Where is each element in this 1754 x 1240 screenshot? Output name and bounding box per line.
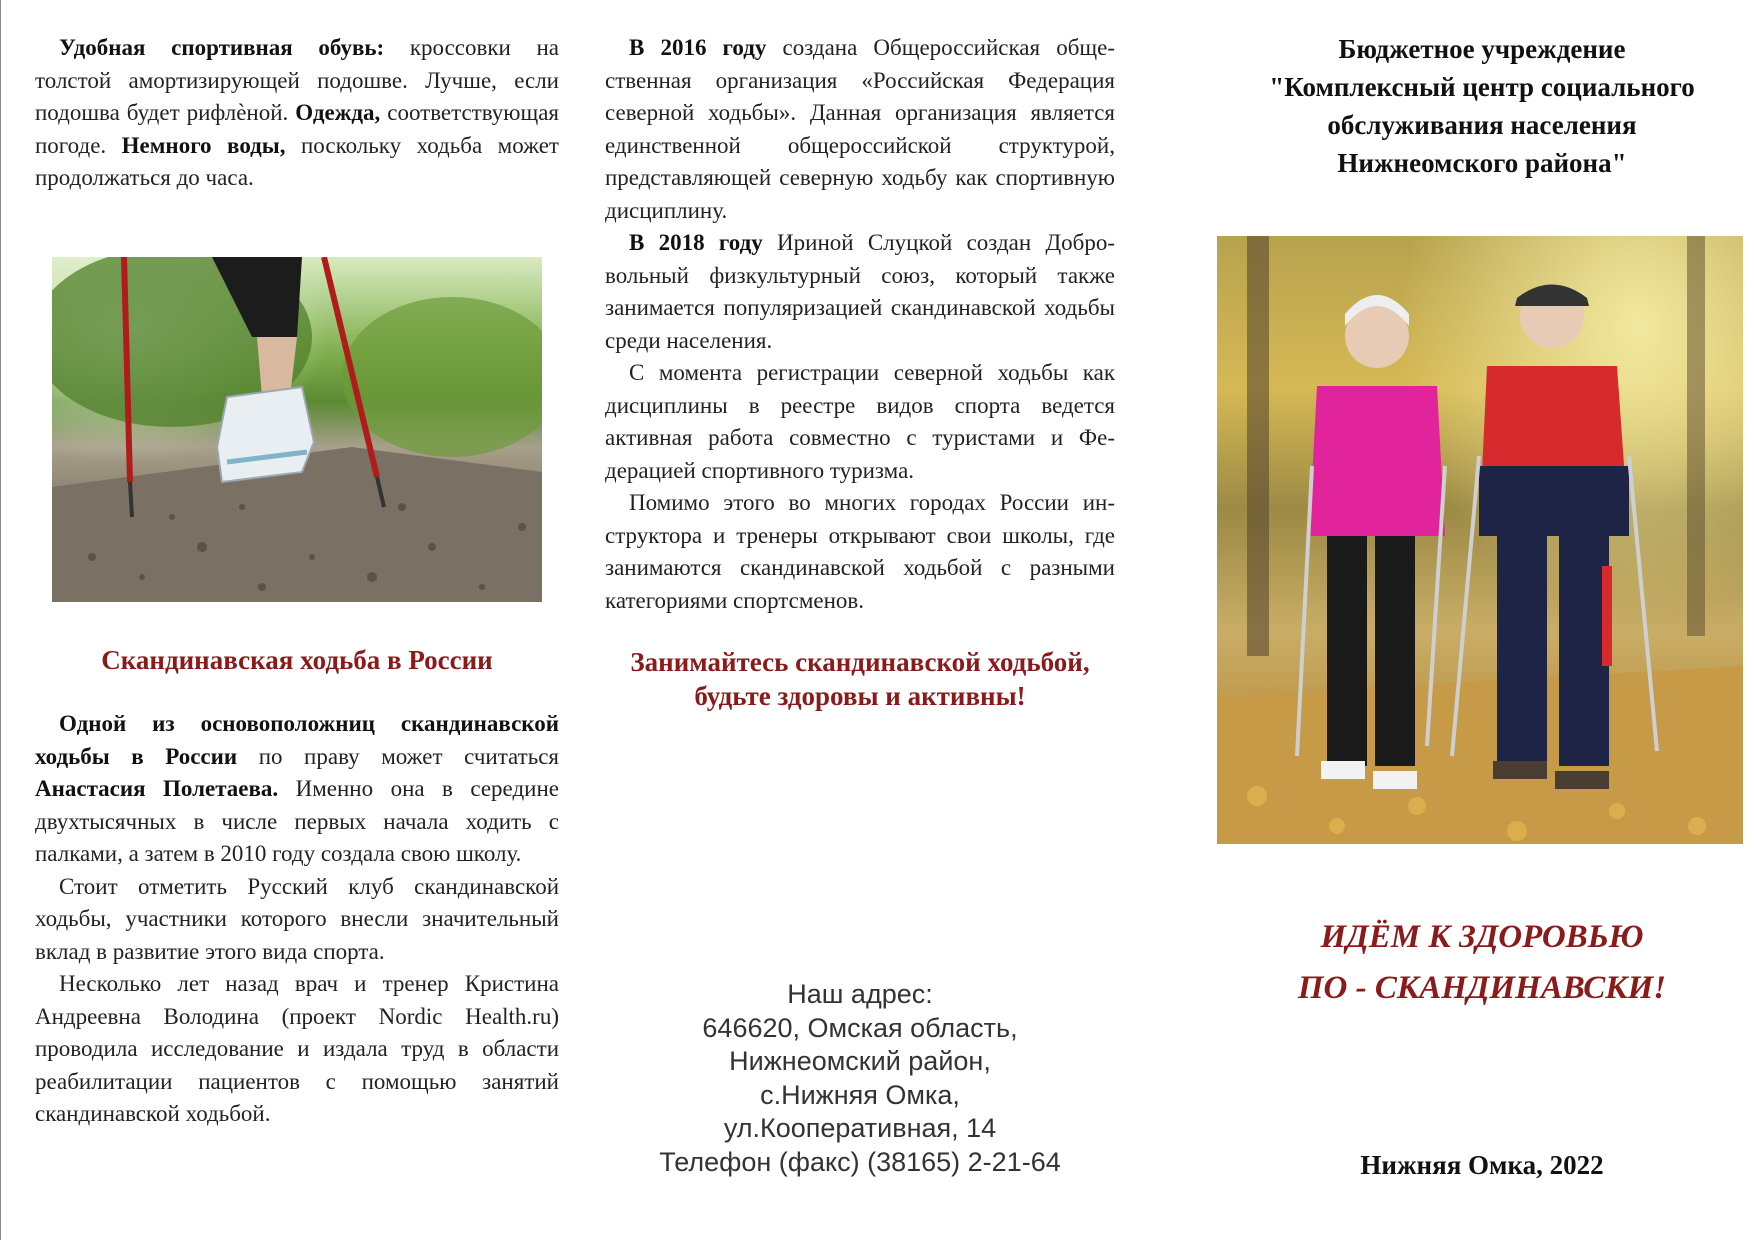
shoes-label: Удобная спортивная обувь: <box>59 35 385 60</box>
founder-name: Анастасия Полетаева. <box>35 776 279 801</box>
org-line-3: обслуживания населения <box>1327 110 1637 140</box>
motto-line-1: ИДЁМ К ЗДОРОВЬЮ <box>1320 919 1644 955</box>
slogan <box>605 645 1115 713</box>
water-label: Немного воды, <box>121 132 286 158</box>
gear-paragraph <box>35 32 559 195</box>
organization-name <box>1219 30 1745 182</box>
text-2016: создана Общероссийская общественная организация «Российская Федерация северной ходьбы». Данная организация является единственной общероссийской структурой, представляющей северную ходьбу как спортивную дисциплину. <box>605 35 1115 223</box>
org-line-2: "Комплексный центр социального <box>1269 72 1695 102</box>
address-line-2: Нижнеомский район, <box>729 1046 991 1076</box>
founder-mid: по праву может считаться <box>237 743 559 769</box>
russia-section-text <box>35 708 559 1131</box>
elderly-couple-walking-photo <box>1217 236 1743 844</box>
year-2018: В 2018 году <box>629 230 763 255</box>
history-paragraph-2018 <box>605 227 1115 357</box>
org-line-4: Нижнеомского района" <box>1337 148 1627 178</box>
address-label: Наш адрес: <box>787 979 933 1009</box>
city-year-footer: Нижняя Омка, 2022 <box>1360 1150 1604 1180</box>
history-paragraph-2016 <box>605 32 1115 227</box>
slogan-line-2: будьте здоровы и активны! <box>694 681 1026 711</box>
founder-end: Именно она в середине двухтысячных в числе первых начала ходить с палками, а затем в 2010 году создала свою школу. <box>35 776 559 866</box>
russia-paragraph-2: Стоит отметить Русский клуб скандинавской ходьбы, участники которого внесли значительный вклад в развитие этого вида спорта. <box>35 873 559 964</box>
address-block <box>605 978 1115 1179</box>
couple-illustration <box>1217 236 1743 844</box>
history-paragraph-schools: Помимо этого во многих городах России инструктора и тренеры открывают свои школы, где занимаются скандинавской ходьбой с разными категориями спортсменов. <box>605 490 1115 613</box>
water-text: поскольку ходьба может продолжаться до часа. <box>35 132 559 190</box>
text-2018: Ириной Слуцкой создан Добровольный физкультурный союз, который также занимается популяризацией скандинавской ходьбы среди населения. <box>605 230 1116 353</box>
clothes-text: соответствующая погоде. <box>35 100 559 158</box>
history-paragraph-registration: С момента регистрации северной ходьбы как дисциплины в реестре видов спорта ведется активная работа совместно с туристами и Федерацией спортивного туризма. <box>605 360 1115 483</box>
address-line-3: с.Нижняя Омка, <box>760 1079 960 1110</box>
clothes-label: Одежда, <box>295 100 381 125</box>
shoes-illustration <box>52 257 542 602</box>
address-line-1: 646620, Омская область, <box>702 1012 1018 1043</box>
russia-paragraph-1 <box>35 708 559 871</box>
motto <box>1219 912 1745 1014</box>
phone-number: Телефон (факс) (38165) 2-21-64 <box>659 1146 1061 1177</box>
russia-section-title: Скандинавская ходьба в России <box>101 645 493 675</box>
org-line-1: Бюджетное учреждение <box>1338 34 1626 64</box>
nordic-walking-shoes-photo <box>52 257 542 602</box>
column-middle <box>605 32 1115 617</box>
column-left <box>35 32 559 195</box>
address-line-4: ул.Кооперативная, 14 <box>723 1113 997 1143</box>
year-2016: В 2016 году <box>629 35 767 60</box>
motto-line-2: ПО - СКАНДИНАВСКИ! <box>1297 970 1667 1006</box>
russia-paragraph-3: Несколько лет назад врач и тренер Кристина Андреевна Володина (проект Nordic Health.ru) проводила исследование и издала труд в области реабилитации пациентов с помощью занятий скандинавской ходьбой. <box>35 971 559 1126</box>
founder-intro: Одной из основоположниц скандинавской ходьбы в России <box>35 711 559 769</box>
slogan-line-1: Занимайтесь скандинавской ходьбой, <box>630 647 1090 677</box>
shoes-text: кроссовки на толстой амортизирующей подошве. Лучше, если подошва будет рифлѐной. <box>35 35 560 125</box>
